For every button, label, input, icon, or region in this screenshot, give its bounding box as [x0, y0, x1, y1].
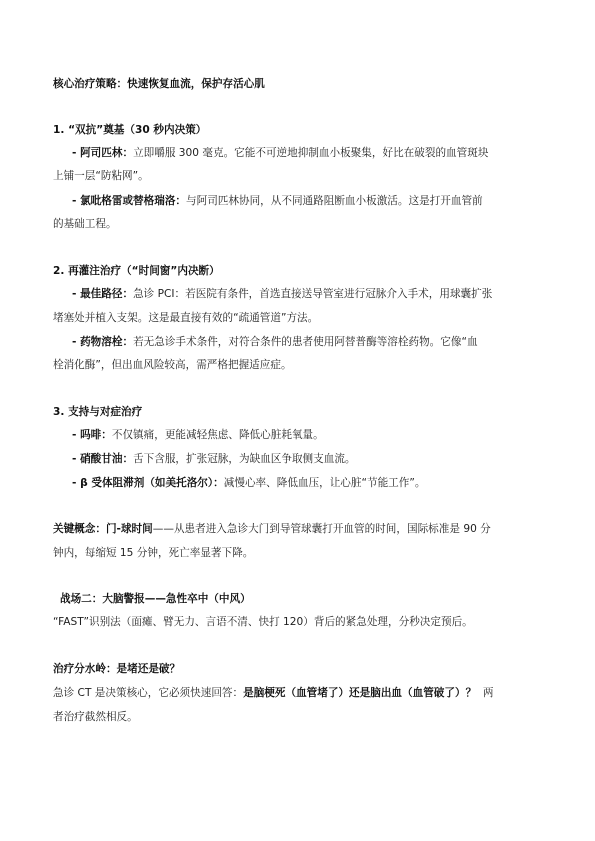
thrombolysis-label: - 药物溶栓：	[72, 336, 134, 348]
thrombolysis-text: 若无急诊手术条件，对符合条件的患者使用阿替普酶等溶栓药物。它像“血	[133, 336, 478, 348]
section-3-title: 3. 支持与对症治疗	[53, 406, 143, 418]
aspirin-label: - 阿司匹林：	[72, 147, 134, 159]
key-concept-continuation: 钟内，每缩短 15 分钟，死亡率显著下降。	[53, 547, 254, 559]
aspirin-item	[72, 146, 488, 160]
pci-label: - 最佳路径：	[72, 288, 134, 300]
key-concept-label: 关键概念：门-球时间	[53, 523, 153, 535]
clopidogrel-text: 与阿司匹林协同，从不同通路阻断血小板激活。这是打开血管前	[186, 195, 483, 207]
battlefield-2-title: 战场二：大脑警报——急性卒中（中风）	[60, 593, 251, 605]
nitroglycerin-item	[72, 452, 356, 466]
aspirin-continuation: 上铺一层“防粘网”。	[53, 170, 149, 182]
clopidogrel-label: - 氯吡格雷或替格瑞洛：	[72, 195, 187, 207]
beta-blocker-text: 减慢心率、降低血压，让心脏“节能工作”。	[223, 477, 426, 489]
nitroglycerin-label: - 硝酸甘油：	[72, 453, 134, 465]
fast-method-text: “FAST”识别法（面瘫、臂无力、言语不清、快打 120）背后的紧急处理，分秒决定预后。	[53, 616, 473, 628]
thrombolysis-item	[72, 335, 478, 349]
morphine-label: - 吗啡：	[72, 429, 112, 441]
section-1-title: 1. “双抗”奠基（30 秒内决策）	[53, 124, 207, 136]
beta-blocker-item	[72, 476, 425, 490]
watershed-title: 治疗分水岭：是堵还是破？	[53, 663, 181, 675]
watershed-text: 急诊 CT 是决策核心，它必须快速回答：是脑梗死（血管堵了）还是脑出血（血管破了）？ 两	[53, 687, 494, 699]
morphine-item	[72, 428, 324, 442]
beta-blocker-label: - β 受体阻滞剂（如美托洛尔）：	[72, 477, 224, 489]
key-concept-text: ——从患者进入急诊大门到导管球囊打开血管的时间，国际标准是 90 分	[152, 523, 491, 535]
pci-continuation: 堵塞处并植入支架。这是最直接有效的“疏通管道”方法。	[53, 312, 319, 324]
clopidogrel-continuation: 的基础工程。	[53, 218, 117, 230]
key-concept	[53, 522, 491, 536]
watershed-continuation: 者治疗截然相反。	[53, 711, 138, 723]
morphine-text: 不仅镇痛，更能减轻焦虑、降低心脏耗氧量。	[111, 429, 324, 441]
strategy-heading: 核心治疗策略：快速恢复血流，保护存活心肌	[53, 78, 265, 90]
pci-item	[72, 287, 492, 301]
watershed-question: 是脑梗死（血管堵了）还是脑出血（血管破了）？	[243, 687, 477, 699]
thrombolysis-continuation: 栓消化酶”，但出血风险较高，需严格把握适应症。	[53, 359, 292, 371]
section-2-title: 2. 再灌注治疗（“时间窗”内决断）	[53, 265, 220, 277]
aspirin-text: 立即嚼服 300 毫克。它能不可逆地抑制血小板聚集，好比在破裂的血管斑块	[133, 147, 489, 159]
nitroglycerin-text: 舌下含服，扩张冠脉，为缺血区争取侧支血流。	[133, 453, 356, 465]
clopidogrel-item	[72, 194, 483, 208]
pci-text: 急诊 PCI：若医院有条件，首选直接送导管室进行冠脉介入手术，用球囊扩张	[133, 288, 493, 300]
